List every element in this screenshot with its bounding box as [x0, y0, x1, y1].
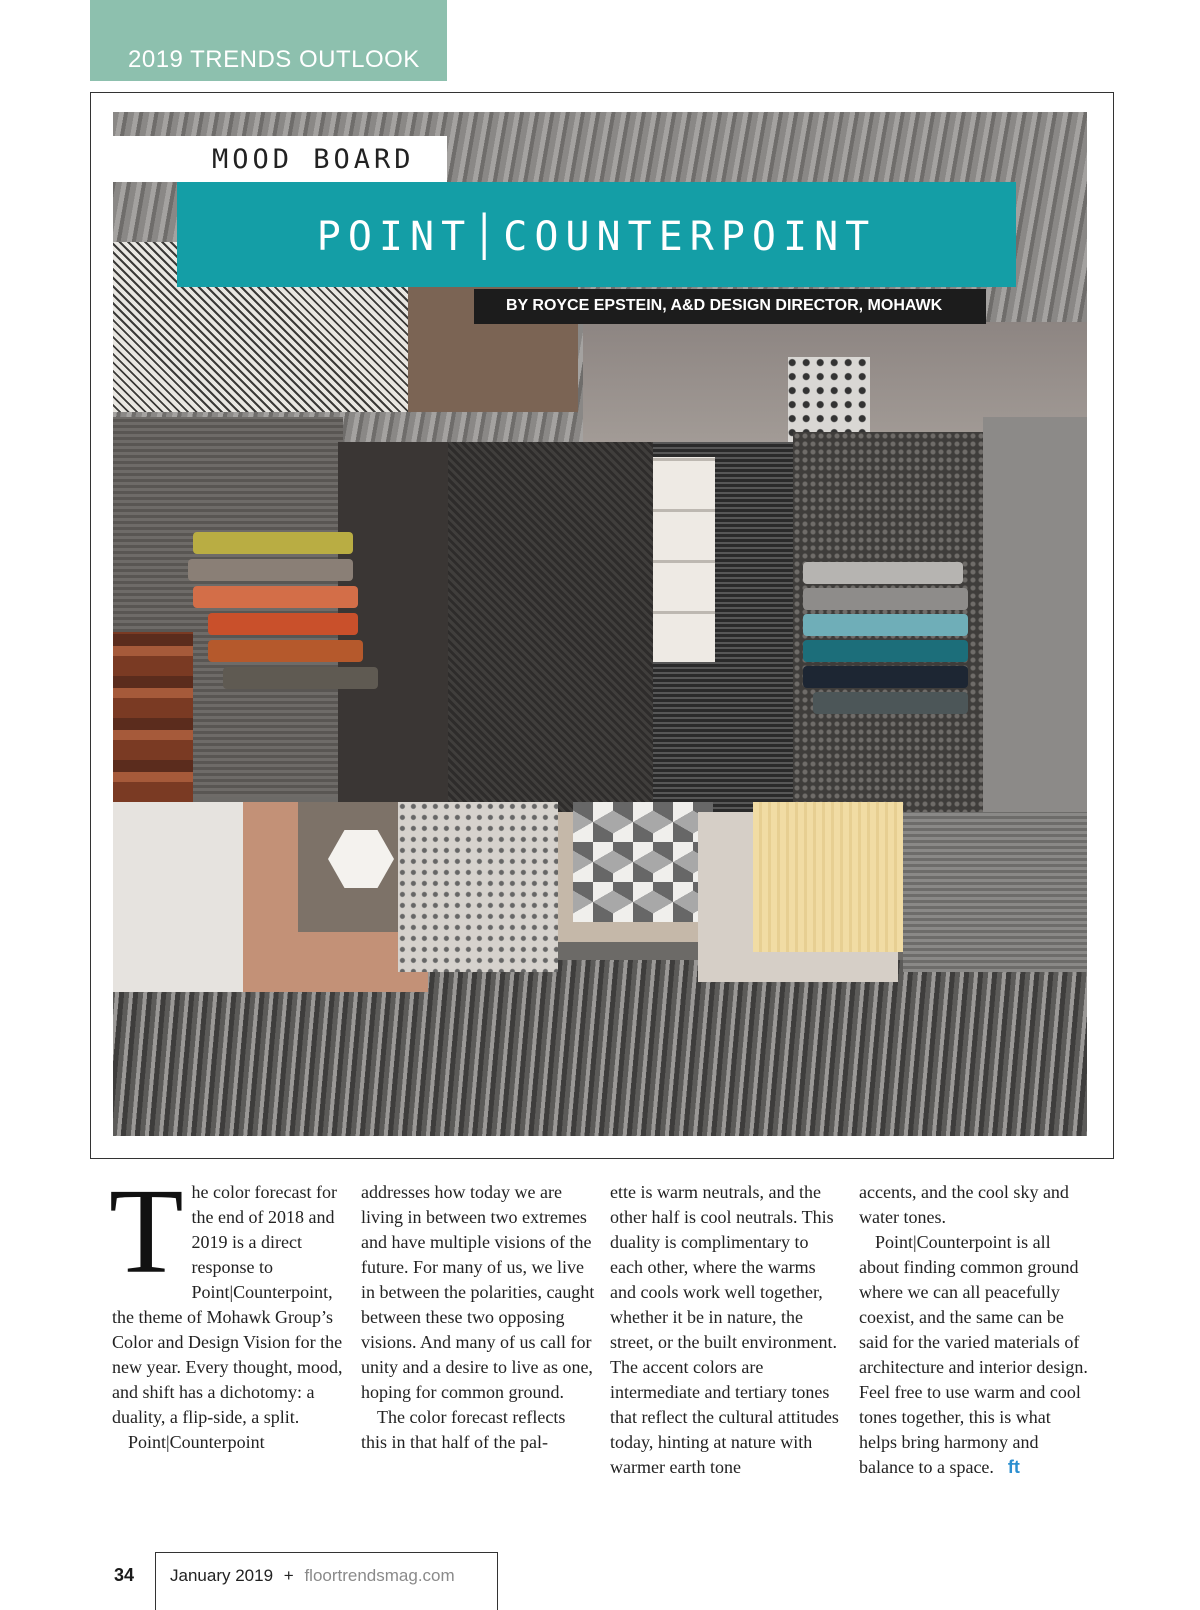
reclaimed-wood-block: [113, 632, 193, 802]
separator: +: [283, 1566, 294, 1585]
yarn-spool-coral: [193, 586, 358, 608]
gray-carpet-right: [903, 812, 1087, 972]
yarn-spool-chartreuse: [193, 532, 353, 554]
yarn-spool-teal: [803, 640, 968, 662]
yarn-spool-navy: [803, 666, 968, 688]
paragraph: addresses how today we are living in between two extremes and have multiple visions of the future. For many of us, we live in between the polarities, caught between these two opposing visions. And many of us call for unity and a desire to live as one, hoping for common ground.: [361, 1182, 595, 1402]
page-number: 34: [114, 1565, 135, 1585]
paragraph: accents, and the cool sky and water tones.: [859, 1182, 1069, 1227]
light-carpet-right: [983, 417, 1087, 817]
paragraph-text: Point|Counterpoint is all about finding common ground where we can all peacefully coexist, and the same can be said for the varied materials of architecture and interior design. Feel free to use warm and cool tones together, this is what helps bring harmony and balance to a space.: [859, 1232, 1088, 1477]
maple-wood-sample: [753, 802, 903, 952]
end-mark: ft: [1007, 1457, 1020, 1477]
paragraph: [859, 1230, 1093, 1480]
yarn-spool-gray: [803, 588, 968, 610]
terrazzo-chip: [788, 357, 870, 442]
paragraph: Point|Counterpoint: [128, 1432, 265, 1452]
article-column-3: [610, 1180, 844, 1480]
cube-mosaic: [573, 802, 713, 922]
article-column-4: [859, 1180, 1093, 1480]
paragraph: ette is warm neutrals, and the other half is cool neutrals. This duality is complimentary to each other, where the warms and cools work well together, whether it be in nature, the street, or the built environment. The accent colors are intermediate and tertiary tones that reflect the cultural attitudes today, hinting at nature with warmer earth tone: [610, 1182, 839, 1477]
paragraph: The color forecast reflects this in that half of the pal-: [361, 1407, 566, 1452]
black-carpet-center: [448, 442, 663, 812]
article-title: POINT│COUNTERPOINT: [177, 182, 1016, 287]
yarn-spool-silver: [803, 562, 963, 584]
article-column-2: [361, 1180, 595, 1455]
white-stone-tile: [113, 802, 248, 992]
article-column-1: [109, 1164, 346, 1455]
yarn-spool-rust: [208, 640, 363, 662]
site-url: floortrendsmag.com: [304, 1566, 455, 1585]
yarn-spool-brown: [223, 667, 378, 689]
issue-date: January 2019: [170, 1566, 274, 1585]
white-subway-tiles: [653, 457, 715, 662]
terrazzo-slab: [398, 802, 558, 972]
footer-issue-line: [170, 1566, 455, 1586]
byline: BY ROYCE EPSTEIN, A&D DESIGN DIRECTOR, MOHAWK: [474, 289, 986, 324]
yarn-spool-taupe: [188, 559, 353, 581]
paragraph: he color forecast for the end of 2018 and 2019 is a direct response to Point|Counterpoint, the theme of Mohawk Group’s Color and Design Vision for the new year. Every thought, mood, and shift has a dichotomy: a duality, a flip-side, a split.: [112, 1182, 343, 1427]
mood-board-tag: MOOD BOARD: [113, 136, 447, 182]
yarn-spool-orange: [208, 613, 358, 635]
section-label: 2019 TRENDS OUTLOOK: [90, 0, 447, 81]
yarn-spool-slate: [813, 692, 968, 714]
yarn-spool-aqua: [803, 614, 968, 636]
drop-cap: T: [109, 1164, 184, 1299]
